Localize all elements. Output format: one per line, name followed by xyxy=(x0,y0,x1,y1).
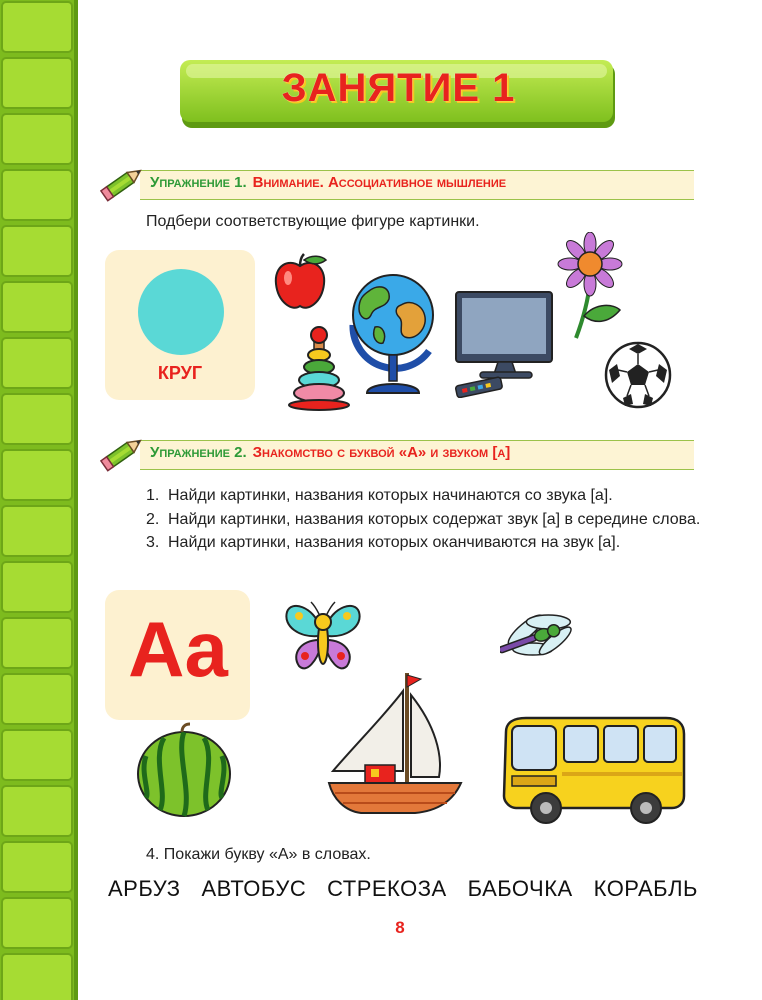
pencil-icon xyxy=(100,428,148,476)
green-binding-strip xyxy=(0,0,78,1000)
task-number: 4. xyxy=(146,846,160,863)
apple-icon xyxy=(270,252,330,314)
exercise-2-label xyxy=(150,444,510,461)
task-item-3 xyxy=(146,531,706,555)
bus-icon xyxy=(496,712,691,827)
task-text: Покажи букву «А» в словах. xyxy=(163,846,371,863)
task-text: Найди картинки, названия которых содержат звук [а] в середине слова. xyxy=(168,510,701,528)
task-number: 2. xyxy=(146,510,160,528)
globe-icon xyxy=(345,265,440,400)
exercise-2-number: Упражнение 2. xyxy=(150,444,247,461)
exercise-1-header xyxy=(100,170,694,198)
task-text: Найди картинки, названия которых начинаются со звука [а]. xyxy=(168,487,613,504)
word-babochka: БАБОЧКА xyxy=(467,876,573,901)
shape-card-label: КРУГ xyxy=(157,363,203,383)
dragonfly-icon xyxy=(500,600,580,680)
page-number: 8 xyxy=(395,918,405,937)
exercise-1-number: Упражнение 1. xyxy=(150,174,247,191)
words-row xyxy=(108,876,698,902)
task-number: 1. xyxy=(146,487,160,504)
pencil-icon xyxy=(100,158,148,206)
exercise-1-label xyxy=(150,174,506,191)
exercise-2-task-list xyxy=(146,484,706,555)
exercise-2-header xyxy=(100,440,694,468)
circle-shape-icon xyxy=(137,268,225,356)
shape-card-circle xyxy=(105,250,255,400)
flower-icon xyxy=(550,232,630,342)
task-item-2 xyxy=(146,508,706,532)
watermelon-icon xyxy=(134,722,234,822)
exercise-2-title: Знакомство с буквой «А» и звуком [а] xyxy=(252,444,511,461)
lesson-title: ЗАНЯТИЕ 1 xyxy=(281,66,516,110)
pyramid-toy-icon xyxy=(286,325,352,411)
soccer-ball-icon xyxy=(603,340,673,410)
word-arbuz: АРБУЗ xyxy=(108,876,181,901)
task-item-1 xyxy=(146,484,706,508)
exercise-1-title: Внимание. Ассоциативное мышление xyxy=(252,174,507,191)
task-number: 3. xyxy=(146,534,160,551)
letter-card-letters: Аа xyxy=(128,605,227,693)
letter-card xyxy=(105,590,250,720)
word-korabl: КОРАБЛЬ xyxy=(593,876,698,901)
task-text: Найди картинки, названия которых оканчиваются на звук [а]. xyxy=(168,534,621,551)
task-item-4 xyxy=(146,846,371,864)
exercise-1-instruction: Подбери соответствующие фигуре картинки. xyxy=(146,213,480,230)
word-avtobus: АВТОБУС xyxy=(201,876,307,901)
sailboat-icon xyxy=(325,665,465,825)
monitor-icon xyxy=(452,288,557,398)
word-strekoza: СТРЕКОЗА xyxy=(327,876,447,901)
